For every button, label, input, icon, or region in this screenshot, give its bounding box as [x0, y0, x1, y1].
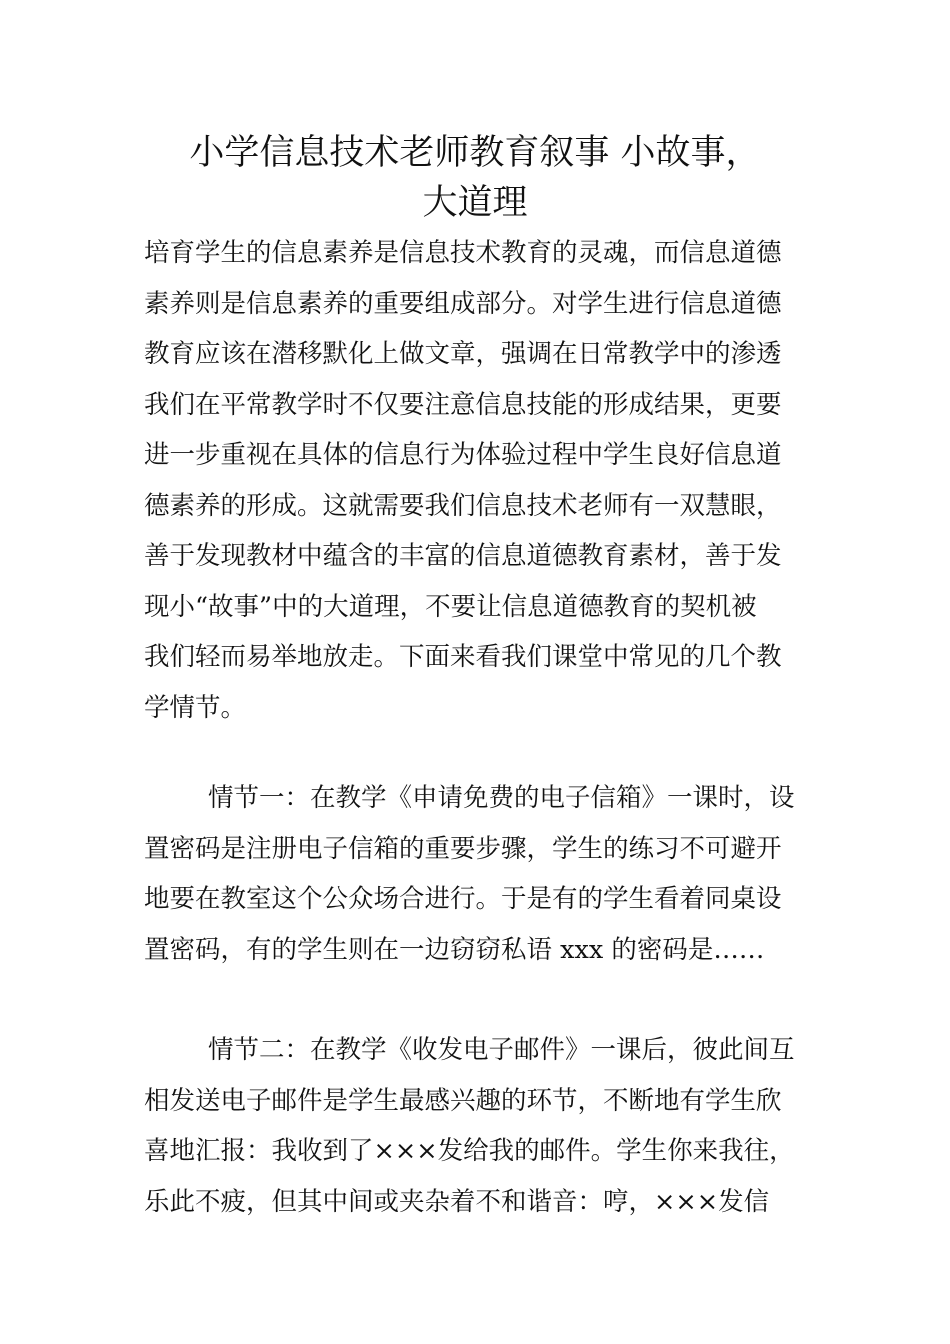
paragraph-line: 置密码，有的学生则在一边窃窃私语 xxx 的密码是…… — [144, 934, 765, 965]
paragraph-line: 乐此不疲，但其中间或夹杂着不和谐音：哼，×××发信 — [144, 1186, 770, 1217]
document-title — [120, 128, 830, 228]
paragraph-line: 我们轻而易举地放走。下面来看我们课堂中常见的几个教 — [144, 642, 782, 672]
paragraph-line: 素养则是信息素养的重要组成部分。对学生进行信息道德 — [144, 288, 782, 319]
paragraph-intro — [144, 228, 814, 733]
paragraph-episode-2 — [144, 1025, 814, 1227]
paragraph-line: 善于发现教材中蕴含的丰富的信息道德教育素材，善于发 — [144, 541, 782, 571]
paragraph-line: 培育学生的信息素养是信息技术教育的灵魂，而信息道德 — [144, 238, 782, 268]
paragraph-line: 情节二：在教学《收发电子邮件》一课后，彼此间互 — [208, 1035, 795, 1065]
title-line-1: 小学信息技术老师教育叙事 小故事， — [189, 133, 761, 173]
paragraph-line: 我们在平常教学时不仅要注意信息技能的形成结果，更要 — [144, 389, 782, 420]
paragraph-line: 教育应该在潜移默化上做文章，强调在日常教学中的渗透 — [144, 339, 782, 369]
paragraph-line: 地要在教室这个公众场合进行。于是有的学生看着同桌设 — [144, 884, 782, 914]
paragraph-line: 德素养的形成。这就需要我们信息技术老师有一双慧眼， — [144, 490, 782, 521]
title-line-2: 大道理 — [422, 183, 528, 223]
paragraph-line: 现小“故事”中的大道理，不要让信息道德教育的契机被 — [144, 591, 757, 622]
paragraph-line: 学情节。 — [144, 692, 247, 723]
paragraph-line: 置密码是注册电子信箱的重要步骤，学生的练习不可避开 — [144, 833, 782, 864]
paragraph-line: 进一步重视在具体的信息行为体验过程中学生良好信息道 — [144, 440, 782, 470]
paragraph-episode-1 — [144, 773, 814, 975]
paragraph-line: 相发送电子邮件是学生最感兴趣的环节，不断地有学生欣 — [144, 1085, 782, 1116]
paragraph-line: 情节一：在教学《申请免费的电子信箱》一课时，设 — [208, 783, 795, 813]
paragraph-line: 喜地汇报：我收到了×××发给我的邮件。学生你来我往， — [144, 1136, 795, 1166]
